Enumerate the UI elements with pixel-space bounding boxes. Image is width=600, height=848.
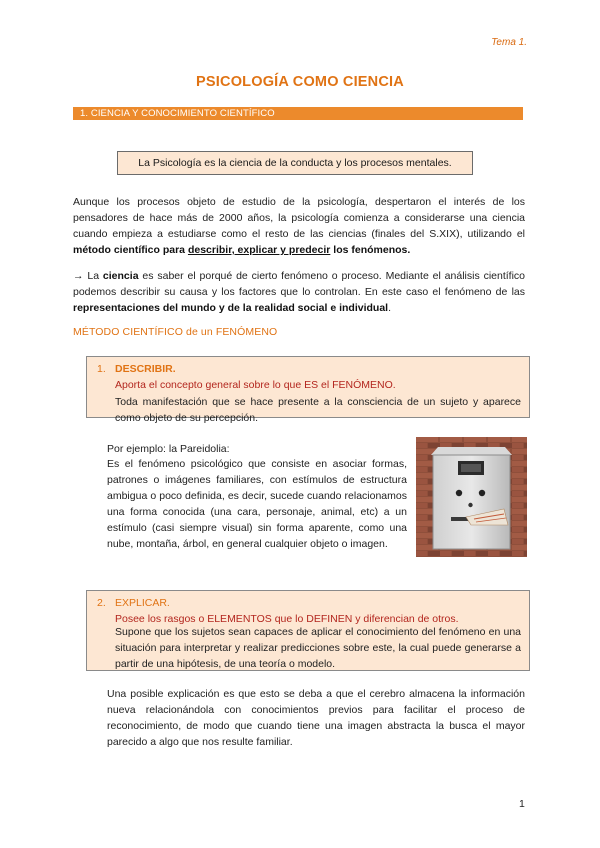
- step-explain-box: [86, 590, 530, 671]
- step-explain-subtitle: Posee los rasgos o ELEMENTOS que lo DEFINEN y diferencian de otros.: [115, 613, 459, 625]
- example-text: Es el fenómeno psicológico que consiste en asociar formas, patrones o imágenes familiares, con estímulos de estructura ambigua o poco definida, es decir, sucede cuando relacionamos una forma conocida (una cara, personaje, animal, etc) a un estímulo (casi siempre visual) sin forma aparente, como una nube, montaña, árbol, en general cualquier objeto o imagen.: [107, 458, 407, 550]
- step-number: 2.: [97, 597, 106, 609]
- definition-text: La Psicología es la ciencia de la conducta y los procesos mentales.: [138, 157, 452, 169]
- intro-p2-period: .: [388, 302, 392, 314]
- step-describe-title: [97, 363, 176, 375]
- explanation-paragraph: Una posible explicación es que esto se deba a que el cerebro almacena la información nueva relacionándola con conocimientos previos para facilitar el proceso de reconocimiento, de modo que cuando tiene una imagen abstracta la busca el mayor parecido a algo que nos resulte familiar.: [107, 688, 525, 748]
- intro-p2-bold: ciencia: [102, 270, 139, 282]
- intro-p1-text: Aunque los procesos objeto de estudio de la psicología, despertaron el interés de los pensadores de hace más de 2000 años, la psicología comienza a considerarse una ciencia cuando empieza a estudiarse como el resto de las ciencias (finales del S.XIX), utilizando el: [73, 196, 525, 240]
- intro-p1-bold-end: los fenómenos.: [330, 244, 411, 256]
- intro-p2-text: es saber el porqué de cierto fenómeno o proceso. Mediante el análisis científico podemos describir su causa y los factores que lo controlan. En este caso el fenómeno de las: [73, 270, 526, 298]
- section-header: [73, 107, 523, 120]
- page-title: PSICOLOGÍA COMO CIENCIA: [196, 74, 404, 90]
- step-describe-box: [86, 356, 530, 424]
- pareidolia-mailbox-illustration: [416, 437, 527, 557]
- step-title-text: EXPLICAR.: [115, 597, 170, 609]
- step-describe-subtitle: Aporta el concepto general sobre lo que ES el FENÓMENO.: [115, 379, 396, 391]
- method-heading: MÉTODO CIENTÍFICO de un FENÓMENO: [73, 326, 278, 338]
- step-title-text: DESCRIBIR.: [115, 363, 176, 375]
- pareidolia-mailbox-image: [416, 437, 527, 557]
- definition-box: [117, 151, 473, 175]
- intro-paragraph-1: [73, 194, 525, 258]
- intro-paragraph-2: [73, 268, 525, 316]
- step-describe-body: Toda manifestación que se hace presente a la consciencia de un sujeto y aparece como objeto de su percepción.: [115, 396, 521, 424]
- intro-p2-bold-end: representaciones del mundo y de la realidad social e individual: [73, 302, 389, 314]
- step-explain-body: Supone que los sujetos sean capaces de aplicar el conocimiento del fenómeno en una situación para interpretar y realizar predicciones sobre este, la cual puede generarse a partir de una hipótesis, de una teoría o modelo.: [115, 626, 521, 670]
- intro-p1-underlined: describir, explicar y predecir: [187, 244, 331, 256]
- page-number: 1: [519, 798, 525, 810]
- example-intro: Por ejemplo: la Pareidolia:: [107, 443, 230, 455]
- arrow-icon: → La: [73, 270, 103, 282]
- section-header-label: 1. CIENCIA Y CONOCIMIENTO CIENTÍFICO: [80, 108, 275, 119]
- step-number: 1.: [97, 363, 106, 375]
- chapter-label: Tema 1.: [491, 37, 527, 48]
- intro-p1-bold: método científico para: [73, 244, 188, 256]
- step-explain-title: [97, 597, 170, 609]
